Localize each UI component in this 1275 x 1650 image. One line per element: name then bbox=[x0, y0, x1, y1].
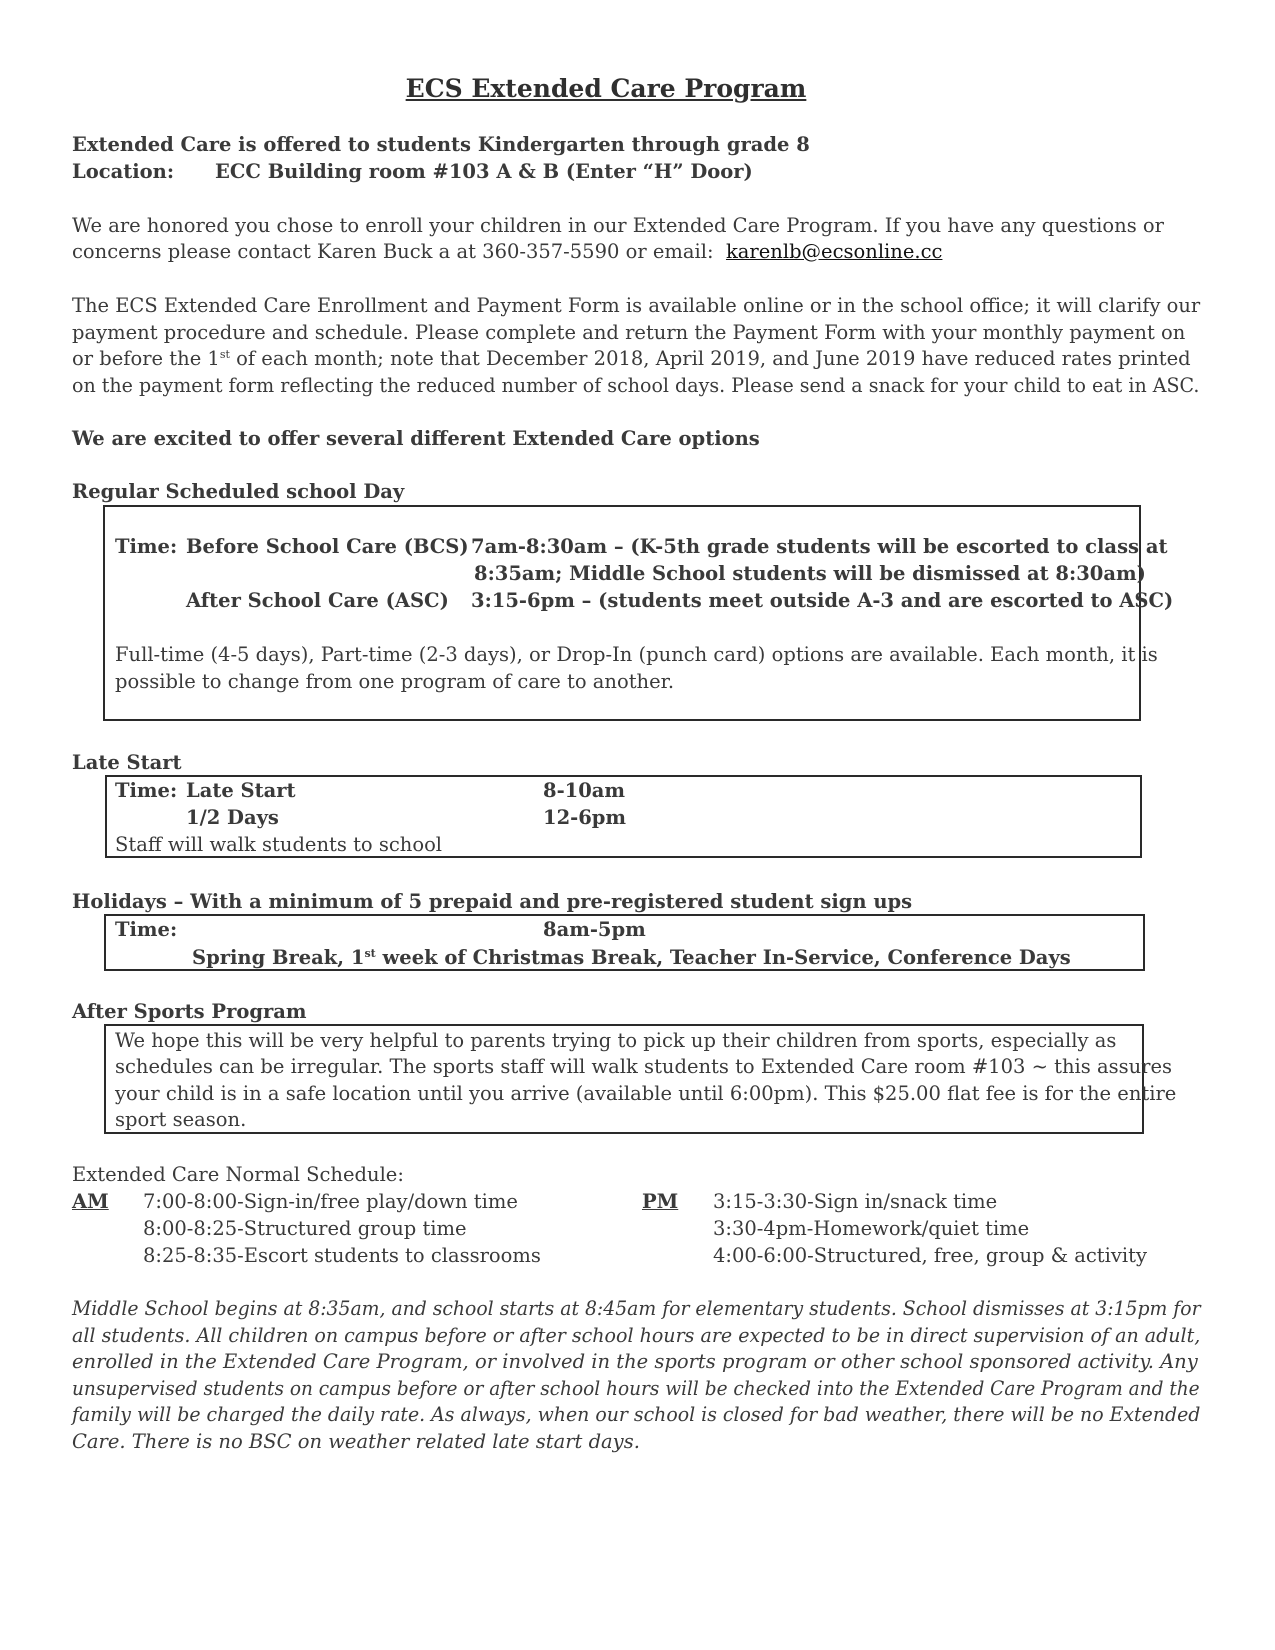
pm-label: PM bbox=[642, 1190, 679, 1213]
sports-line-1: We hope this will be very helpful to parents trying to pick up their children from sports, especially as bbox=[115, 1029, 1117, 1052]
sports-line-3: your child is in a safe location until you arrive (available until 6:00pm). This $25.00 flat fee is for the entire bbox=[115, 1082, 1177, 1105]
enrollment-line-1: The ECS Extended Care Enrollment and Payment Form is available online or in the school office; it will clarify our bbox=[72, 294, 1201, 317]
late-start-value: 8-10am bbox=[543, 779, 626, 802]
am-item-1: 7:00-8:00-Sign-in/free play/down time bbox=[143, 1190, 518, 1213]
bcs-value-2: 8:35am; Middle School students will be dismissed at 8:30am) bbox=[474, 562, 1146, 585]
sports-heading: After Sports Program bbox=[72, 1000, 307, 1023]
holidays-time-value: 8am-5pm bbox=[543, 918, 646, 941]
late-start-time-label: Time: bbox=[115, 779, 178, 802]
regular-time-label: Time: bbox=[115, 535, 178, 558]
am-item-2: 8:00-8:25-Structured group time bbox=[143, 1217, 467, 1240]
policy-line-1: Middle School begins at 8:35am, and school starts at 8:45am for elementary students. School dismisses at 3:15pm for bbox=[72, 1297, 1201, 1320]
location-label: Location: bbox=[72, 160, 175, 183]
half-days-label: 1/2 Days bbox=[186, 806, 279, 829]
sports-line-4: sport season. bbox=[115, 1108, 247, 1131]
enrollment-line-4: on the payment form reflecting the reduced number of school days. Please send a snack for your child to eat in ASC. bbox=[72, 374, 1200, 397]
contact-email-link[interactable]: karenlb@ecsonline.cc bbox=[725, 240, 943, 263]
bcs-value-1: 7am-8:30am – (K-5th grade students will be escorted to class at bbox=[471, 535, 1168, 558]
welcome-line-2 bbox=[72, 238, 942, 266]
welcome-line-1: We are honored you chose to enroll your children in our Extended Care Program. If you have any questions or bbox=[72, 214, 1164, 237]
late-start-note: Staff will walk students to school bbox=[115, 833, 443, 856]
late-start-heading: Late Start bbox=[72, 751, 182, 774]
enrollment-line-2: payment procedure and schedule. Please complete and return the Payment Form with your monthly payment on bbox=[72, 321, 1186, 344]
asc-label: After School Care (ASC) bbox=[186, 589, 449, 612]
late-start-label: Late Start bbox=[186, 779, 296, 802]
page-title: ECS Extended Care Program bbox=[405, 74, 807, 103]
schedule-heading: Extended Care Normal Schedule: bbox=[72, 1163, 404, 1186]
am-label: AM bbox=[72, 1190, 109, 1213]
holidays-days: Spring Break, 1st week of Christmas Break, Teacher In-Service, Conference Days bbox=[192, 946, 1071, 969]
enrollment-line-3: or before the 1st of each month; note that December 2018, April 2019, and June 2019 have reduced rates printed bbox=[72, 347, 1191, 370]
pm-item-3: 4:00-6:00-Structured, free, group & activity bbox=[713, 1244, 1147, 1267]
regular-heading: Regular Scheduled school Day bbox=[72, 480, 405, 503]
regular-note-2: possible to change from one program of care to another. bbox=[115, 670, 675, 693]
pm-item-2: 3:30-4pm-Homework/quiet time bbox=[713, 1217, 1030, 1240]
half-days-value: 12-6pm bbox=[543, 806, 627, 829]
am-item-3: 8:25-8:35-Escort students to classrooms bbox=[143, 1244, 541, 1267]
sports-line-2: schedules can be irregular. The sports staff will walk students to Extended Care room #103 ~ this assures bbox=[115, 1055, 1173, 1078]
pm-item-1: 3:15-3:30-Sign in/snack time bbox=[713, 1190, 998, 1213]
policy-line-5: family will be charged the daily rate. As always, when our school is closed for bad weather, there will be no Extended bbox=[72, 1403, 1201, 1426]
bcs-label: Before School Care (BCS) bbox=[186, 535, 469, 558]
policy-line-4: unsupervised students on campus before or after school hours will be checked into the Extended Care Program and the bbox=[72, 1377, 1200, 1400]
welcome-contact-text: concerns please contact Karen Buck a at 360-357-5590 or email: bbox=[72, 240, 714, 263]
holidays-time-label: Time: bbox=[115, 918, 178, 941]
regular-note-1: Full-time (4-5 days), Part-time (2-3 days), or Drop-In (punch card) options are available. Each month, it is bbox=[115, 643, 1158, 666]
policy-line-6: Care. There is no BSC on weather related late start days. bbox=[72, 1430, 640, 1453]
policy-line-3: enrolled in the Extended Care Program, or involved in the sports program or other school sponsored activity. Any bbox=[72, 1350, 1198, 1373]
policy-line-2: all students. All children on campus before or after school hours are expected to be in direct supervision of an adult, bbox=[72, 1324, 1201, 1347]
offered-line: Extended Care is offered to students Kindergarten through grade 8 bbox=[72, 133, 810, 156]
asc-value: 3:15-6pm – (students meet outside A-3 and are escorted to ASC) bbox=[471, 589, 1174, 612]
location-value: ECC Building room #103 A & B (Enter “H” Door) bbox=[215, 160, 753, 183]
holidays-heading: Holidays – With a minimum of 5 prepaid and pre-registered student sign ups bbox=[72, 890, 913, 913]
options-heading: We are excited to offer several different Extended Care options bbox=[72, 427, 760, 450]
